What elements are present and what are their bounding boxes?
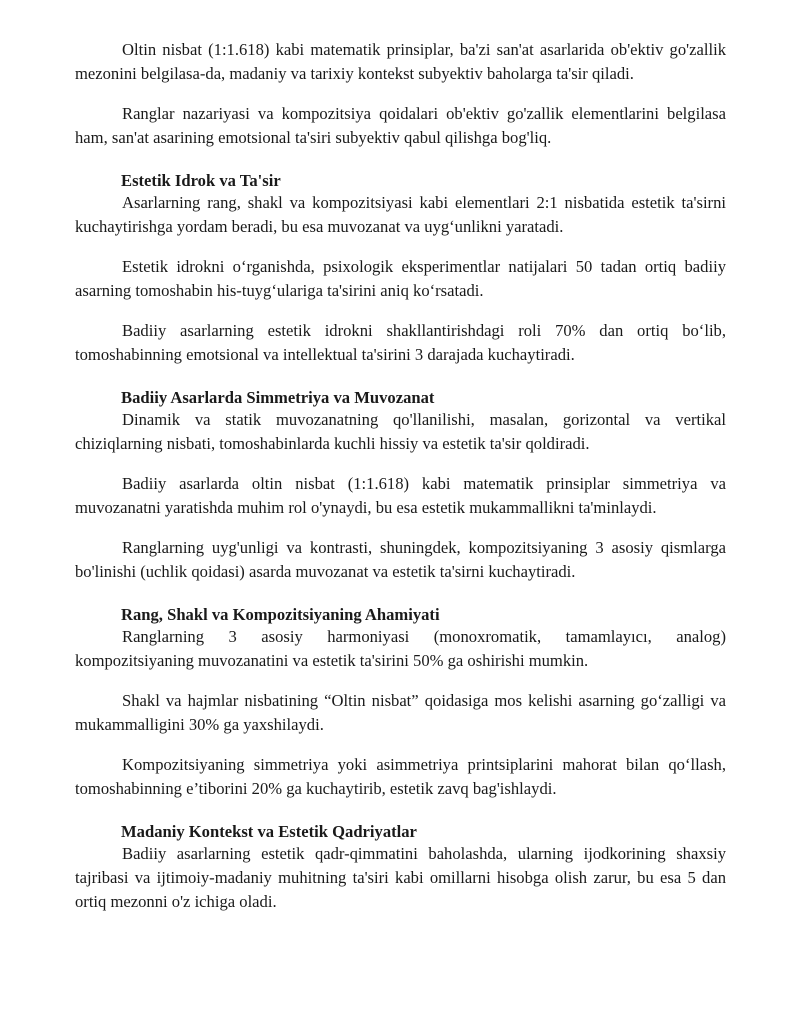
- body-paragraph: Dinamik va statik muvozanatning qo'llanilishi, masalan, gorizontal va vertikal chiziqlarning nisbati, tomoshabinlarda kuchli hissiy va estetik ta'sir qoldiradi.: [75, 410, 726, 453]
- body-paragraph: Badiiy asarlarning estetik qadr-qimmatini baholashda, ularning ijodkorining shaxsiy tajribasi va ijtimoiy-madaniy muhitning ta'siri kabi omillarni hisobga olish zarur, bu esa 5 dan ortiq mezonni o'z ichiga oladi.: [75, 844, 726, 911]
- section-heading: Madaniy Kontekst va Estetik Qadriyatlar: [121, 822, 417, 841]
- intro-paragraph: Ranglar nazariyasi va kompozitsiya qoidalari ob'ektiv go'zallik elementlarini belgilasa ham, san'at asarining emotsional ta'siri subyektiv qabul qilishga bog'liq.: [75, 104, 726, 147]
- body-paragraph: Badiiy asarlarning estetik idrokni shakllantirishdagi roli 70% dan ortiq bo‘lib, tomoshabinning emotsional va intellektual ta'sirini 3 darajada kuchaytiradi.: [75, 321, 726, 364]
- body-paragraph: Shakl va hajmlar nisbatining “Oltin nisbat” qoidasiga mos kelishi asarning go‘zalligi va mukammalligini 30% ga yaxshilaydi.: [75, 691, 726, 734]
- document-page: [75, 38, 726, 930]
- body-paragraph: Kompozitsiyaning simmetriya yoki asimmetriya printsiplarini mahorat bilan qo‘llash, tomoshabinning e’tiborini 20% ga kuchaytirib, estetik zavq bag'ishlaydi.: [75, 755, 726, 798]
- section-madaniy-kontekst: [75, 822, 726, 914]
- body-paragraph: Badiiy asarlarda oltin nisbat (1:1.618) kabi matematik prinsiplar simmetriya va muvozanatni yaratishda muhim rol o'ynaydi, bu esa estetik mukammallikni ta'minlaydi.: [75, 474, 726, 517]
- section-heading: Rang, Shakl va Kompozitsiyaning Ahamiyati: [121, 605, 440, 624]
- section-heading: Badiiy Asarlarda Simmetriya va Muvozanat: [121, 388, 435, 407]
- body-paragraph: Asarlarning rang, shakl va kompozitsiyasi kabi elementlari 2:1 nisbatida estetik ta'sirni kuchaytirishga yordam beradi, bu esa muvozanat va uyg‘unlikni yaratadi.: [75, 193, 726, 236]
- section-simmetriya: [75, 388, 726, 584]
- body-paragraph: Estetik idrokni o‘rganishda, psixologik eksperimentlar natijalari 50 tadan ortiq badiiy asarning tomoshabin his-tuyg‘ulariga ta'sirini aniq ko‘rsatadi.: [75, 257, 726, 300]
- section-estetik-idrok: [75, 171, 726, 367]
- intro-paragraph: Oltin nisbat (1:1.618) kabi matematik prinsiplar, ba'zi san'at asarlarida ob'ektiv go'zallik mezonini belgilasa-da, madaniy va tarixiy kontekst subyektiv baholarga ta'sir qiladi.: [75, 40, 726, 83]
- section-heading: Estetik Idrok va Ta'sir: [121, 171, 281, 190]
- body-paragraph: Ranglarning 3 asosiy harmoniyasi (monoxromatik, tamamlayıcı, analog) kompozitsiyaning muvozanatini va estetik ta'sirini 50% ga oshirishi mumkin.: [75, 627, 726, 670]
- section-rang-shakl: [75, 605, 726, 801]
- body-paragraph: Ranglarning uyg'unligi va kontrasti, shuningdek, kompozitsiyaning 3 asosiy qismlarga bo'linishi (uchlik qoidasi) asarda muvozanat va estetik ta'sirni kuchaytiradi.: [75, 538, 726, 581]
